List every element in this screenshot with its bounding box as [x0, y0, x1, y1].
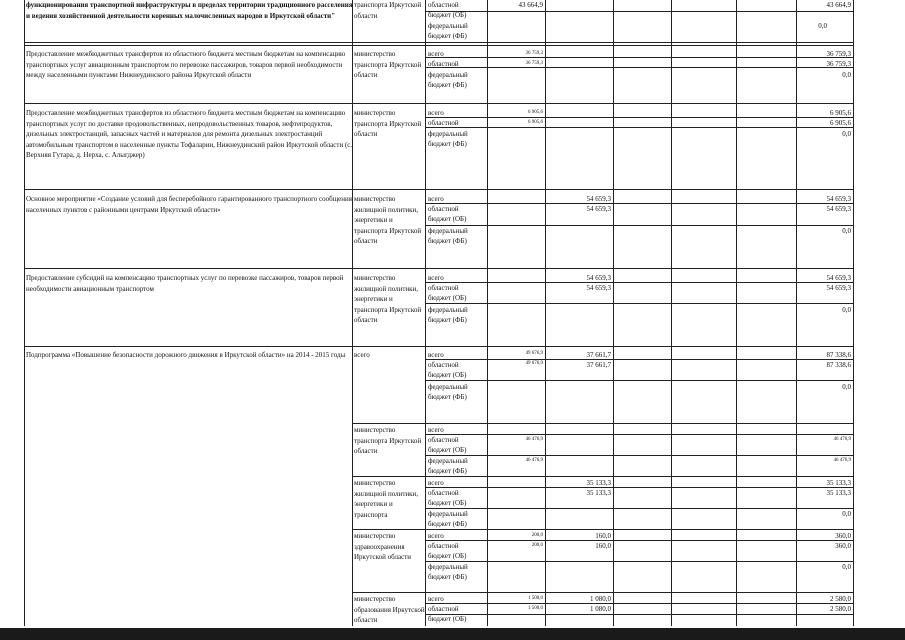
row-line [24, 103, 853, 104]
column-line [352, 0, 353, 626]
row-source: бюджет (ОБ) [428, 294, 467, 302]
value-total: 0,0 [842, 130, 851, 138]
row-source: бюджет (ОБ) [428, 11, 467, 19]
value-total: 6 905,6 [830, 109, 851, 117]
value-2015: 35 133,3 [586, 489, 611, 497]
value-total: 2 580,0 [830, 595, 851, 603]
value-2015: 37 661,7 [586, 361, 611, 369]
row-description: функционирования транспортной инфраструктуры в пределах территории традиционного расселения и ведения хозяйственной деятельности коренных малочисленных народов в Иркутской области" [26, 1, 353, 20]
row-source: бюджет (ОБ) [428, 371, 467, 379]
row-line [24, 346, 853, 347]
value-total: 0,0 [842, 306, 851, 314]
column-line [671, 0, 672, 626]
row-line [24, 45, 853, 46]
value-2014: 46 476,9 [525, 458, 543, 463]
value-total: 2 580,0 [830, 605, 851, 613]
row-source: областной [428, 60, 459, 68]
row-responsible: министерство транспорта Иркутской области [354, 50, 422, 79]
group-responsible: министерство здравоохранения Иркутской области [354, 532, 412, 561]
row-source: всего [428, 274, 444, 282]
row-source: областной [428, 1, 459, 9]
row-source: бюджет (ОБ) [428, 552, 467, 560]
value-total: 36 759,3 [826, 50, 851, 58]
row-line [425, 203, 853, 204]
row-source: всего [428, 351, 444, 359]
value-total: 54 659,3 [826, 284, 851, 292]
row-source: федеральный [428, 457, 468, 465]
row-source: всего [428, 109, 444, 117]
row-source: всего [428, 479, 444, 487]
value-total: 46 476,9 [833, 458, 851, 463]
column-line [853, 0, 854, 626]
row-source: областной [428, 205, 459, 213]
row-source: бюджет (ОБ) [428, 446, 467, 454]
value-2014: 6 905,6 [528, 120, 543, 125]
column-line [24, 0, 25, 626]
row-line [425, 303, 853, 304]
row-description: Предоставление субсидий на компенсацию транспортных услуг по перевозке пассажиров, товаров первой необходимости авиационным транспортом [26, 274, 344, 293]
row-line [425, 508, 853, 509]
value-2014: 46 476,9 [525, 437, 543, 442]
value-2014: 49 676,9 [525, 361, 543, 366]
row-source: бюджет (ФБ) [428, 393, 467, 401]
value-2014: 36 759,3 [525, 51, 543, 56]
value-total: 35 133,3 [826, 489, 851, 497]
row-source: бюджет (ОБ) [428, 499, 467, 507]
row-source: областной [428, 361, 459, 369]
row-line [425, 11, 853, 12]
value-2014: 6 905,6 [528, 110, 543, 115]
row-source: областной [428, 284, 459, 292]
row-source: всего [428, 532, 444, 540]
value-total: 54 659,3 [826, 195, 851, 203]
row-source: бюджет (ФБ) [428, 140, 467, 148]
value-total: 35 133,3 [826, 479, 851, 487]
row-source: бюджет (ФБ) [428, 316, 467, 324]
row-source: федеральный [428, 383, 468, 391]
value-total: 0,0 [842, 71, 851, 79]
row-source: всего [428, 50, 444, 58]
value-2015: 1 080,0 [590, 605, 611, 613]
row-line [425, 380, 853, 381]
row-description: Основное мероприятие «Создание условий для бесперебойного гарантированного транспортного сообщения населенных пунктов с районными центрами Иркутской области» [26, 195, 352, 214]
row-source: областной [428, 605, 459, 613]
row-source: федеральный [428, 306, 468, 314]
row-source: федеральный [428, 563, 468, 571]
row-source: областной [428, 119, 459, 127]
row-source: бюджет (ФБ) [428, 81, 467, 89]
value-2014: 49 676,9 [525, 351, 543, 356]
row-line [352, 423, 853, 424]
row-source: федеральный [428, 227, 468, 235]
subprogram-responsible: всего [354, 351, 370, 359]
value-2014: 200,0 [531, 543, 543, 548]
value-total: 54 659,3 [826, 274, 851, 282]
row-source: областной [428, 436, 459, 444]
value-2015: 35 133,3 [586, 479, 611, 487]
value-2014: 43 664,9 [518, 1, 543, 9]
value-total: 0,0 [818, 22, 827, 30]
value-total: 87 338,6 [826, 351, 851, 359]
value-2015: 1 080,0 [590, 595, 611, 603]
value-2015: 54 659,3 [586, 284, 611, 292]
value-total: 36 759,3 [826, 60, 851, 68]
value-2015: 160,0 [595, 532, 611, 540]
value-total: 43 664,9 [826, 1, 851, 9]
value-total: 0,0 [842, 227, 851, 235]
row-source: федеральный [428, 22, 468, 30]
row-source: бюджет (ФБ) [428, 520, 467, 528]
row-responsible: транспорта Иркутской области [354, 1, 422, 20]
row-description: Предоставление межбюджетных трансфертов из областного бюджета местным бюджетам на компенсацию транспортных услуг авиационным транспортом по перевозке пассажиров, товаров первой необходимости между населенными пунктами Нижнеудинского района Иркутской области [26, 50, 346, 79]
row-source: областной [428, 542, 459, 550]
row-line [425, 282, 853, 283]
value-total: 360,0 [835, 542, 851, 550]
row-line [425, 487, 853, 488]
value-total: 54 659,3 [826, 205, 851, 213]
row-source: всего [428, 595, 444, 603]
row-line [24, 268, 853, 269]
row-source: федеральный [428, 130, 468, 138]
value-2014: 36 759,3 [525, 61, 543, 66]
column-line [736, 0, 737, 626]
value-total: 6 905,6 [830, 119, 851, 127]
row-source: бюджет (ФБ) [428, 573, 467, 581]
group-responsible: министерство образования Иркутской области [354, 595, 425, 624]
subprogram-description: Подпрограмма «Повышение безопасности дорожного движения в Иркутской области» на 2014 - 2015 годы [26, 351, 346, 359]
row-line [425, 561, 853, 562]
row-line [24, 42, 853, 43]
row-responsible: министерство жилищной политики, энергетики и транспорта Иркутской области [354, 274, 422, 324]
row-line [425, 225, 853, 226]
row-source: бюджет (ОБ) [428, 615, 467, 623]
row-source: федеральный [428, 71, 468, 79]
value-2015: 54 659,3 [586, 205, 611, 213]
group-responsible: министерство жилищной политики, энергетики и транспорта [354, 479, 419, 519]
value-2015: 160,0 [595, 542, 611, 550]
row-source: федеральный [428, 510, 468, 518]
group-responsible: министерство транспорта Иркутской области [354, 426, 422, 455]
row-description: Предоставление межбюджетных трансфертов из областного бюджета местным бюджетам на компенсацию транспортных услуг по доставке продовольственных, непродовольственных товаров, нефтепродуктов, дизельных электростанций, запасных частей и материалов для ремонта дизельных электростанций автомобильным транспортом в населенные пункты Тофаларии, Нижнеудинский район Иркутской области (с. Верхняя Гутара, д. Нерха, с. Алыгджер) [26, 109, 353, 159]
value-2015: 54 659,3 [586, 195, 611, 203]
row-source: всего [428, 426, 444, 434]
scan-edge [0, 628, 905, 640]
row-source: областной [428, 489, 459, 497]
value-2015: 54 659,3 [586, 274, 611, 282]
value-2014: 1 500,0 [528, 606, 543, 611]
row-responsible: министерство жилищной политики, энергетики и транспорта Иркутской области [354, 195, 422, 245]
row-line [352, 592, 853, 593]
row-source: бюджет (ОБ) [428, 215, 467, 223]
value-2014: 200,0 [531, 533, 543, 538]
value-total: 0,0 [842, 383, 851, 391]
value-total: 0,0 [842, 510, 851, 518]
value-2015: 37 661,7 [586, 351, 611, 359]
value-total: 360,0 [835, 532, 851, 540]
row-source: бюджет (ФБ) [428, 237, 467, 245]
column-line [613, 0, 614, 626]
row-line [24, 189, 853, 190]
row-source: бюджет (ФБ) [428, 467, 467, 475]
value-total: 0,0 [842, 563, 851, 571]
value-total: 46 476,9 [833, 437, 851, 442]
value-total: 87 338,6 [826, 361, 851, 369]
row-responsible: министерство транспорта Иркутской области [354, 109, 422, 138]
value-2014: 1 500,0 [528, 596, 543, 601]
row-source: всего [428, 195, 444, 203]
row-source: бюджет (ФБ) [428, 32, 467, 40]
